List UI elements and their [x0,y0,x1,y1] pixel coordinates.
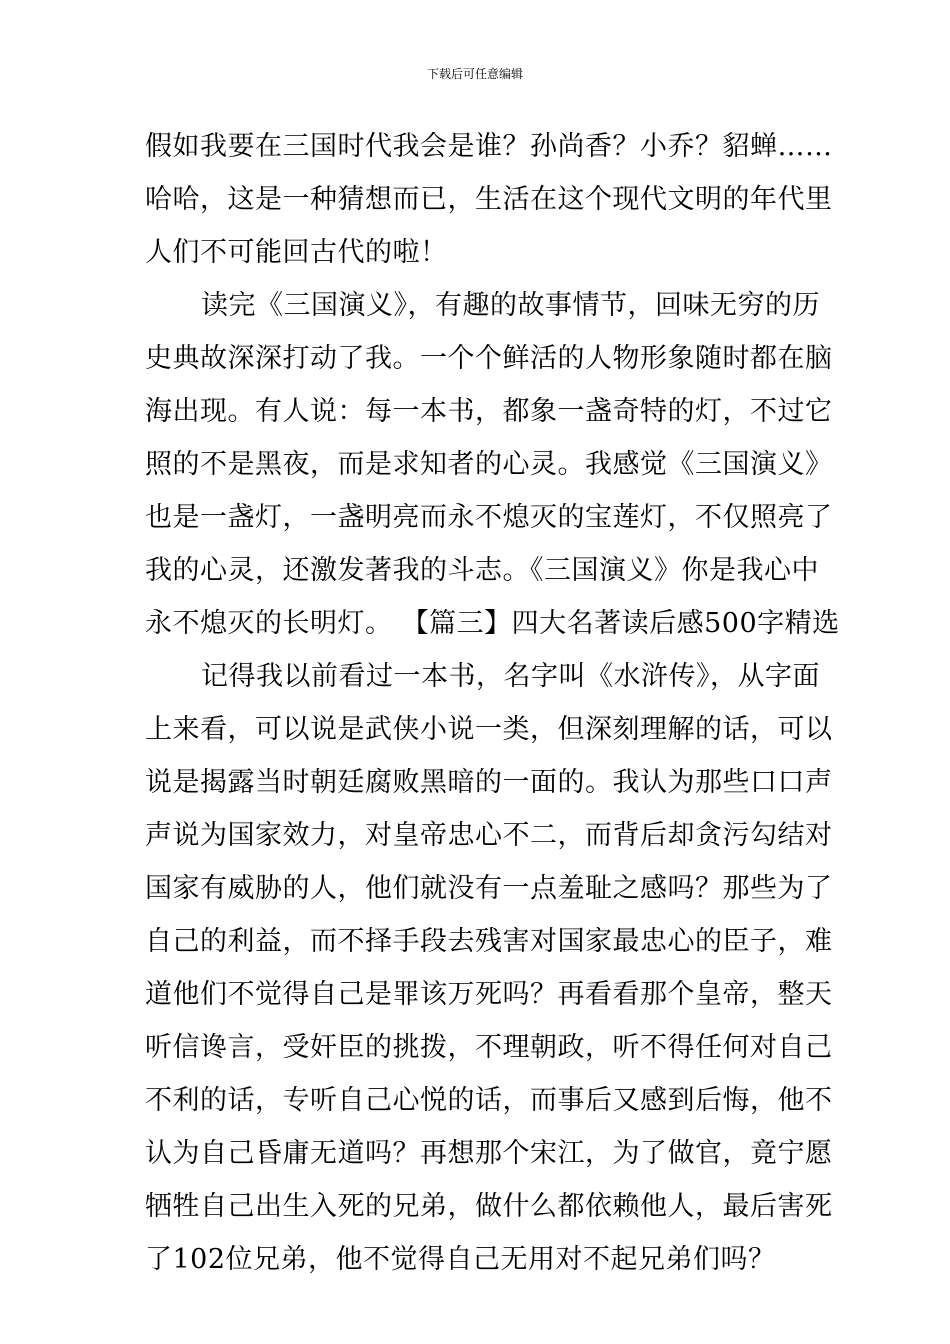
text-line: 也是一盏灯，一盏明亮而永不熄灭的宝莲灯，不仅照亮了 [145,502,833,533]
text-line: 听信谗言，受奸臣的挑拨，不理朝政，听不得任何对自己 [145,1032,833,1063]
text-line: 我的心灵，还激发著我的斗志。《三国演义》你是我心中 [145,555,819,586]
text-line: 记得我以前看过一本书，名字叫《水浒传》，从字面 [201,661,820,692]
text-line: 道他们不觉得自己是罪该万死吗？再看看那个皇帝，整天 [145,979,833,1010]
text-line: 认为自己昏庸无道吗？再想那个宋江，为了做官，竟宁愿 [145,1138,833,1169]
text-line: 上来看，可以说是武侠小说一类，但深刻理解的话，可以 [145,714,833,745]
text-line: 人们不可能回古代的啦！ [145,237,448,268]
text-line: 自己的利益，而不择手段去残害对国家最忠心的臣子，难 [145,926,833,957]
page-header: 下载后可任意编辑 [426,67,523,81]
text-line: 了102位兄弟，他不觉得自己无用对不起兄弟们吗？ [145,1244,776,1275]
body-text [145,120,840,1286]
text-line: 假如我要在三国时代我会是谁？孙尚香？小乔？貂蝉…… [145,131,833,162]
text-line: 海出现。有人说：每一本书，都象一盏奇特的灯，不过它 [145,396,833,427]
text-line: 永不熄灭的长明灯。 【篇三】四大名著读后感500字精选 [145,608,840,639]
text-line: 史典故深深打动了我。一个个鲜活的人物形象随时都在脑 [145,343,833,374]
text-line: 牺牲自己出生入死的兄弟，做什么都依赖他人，最后害死 [145,1191,833,1222]
text-line: 说是揭露当时朝廷腐败黑暗的一面的。我认为那些口口声 [145,767,833,798]
text-line: 照的不是黑夜，而是求知者的心灵。我感觉《三国演义》 [145,449,833,480]
text-line: 声说为国家效力，对皇帝忠心不二，而背后却贪污勾结对 [145,820,833,851]
text-line: 国家有威胁的人，他们就没有一点羞耻之感吗？那些为了 [145,873,833,904]
text-line: 不利的话，专听自己心悦的话，而事后又感到后悔，他不 [145,1085,833,1116]
text-line: 读完《三国演义》，有趣的故事情节，回味无穷的历 [201,290,820,321]
text-line: 哈哈，这是一种猜想而已，生活在这个现代文明的年代里 [145,184,833,215]
